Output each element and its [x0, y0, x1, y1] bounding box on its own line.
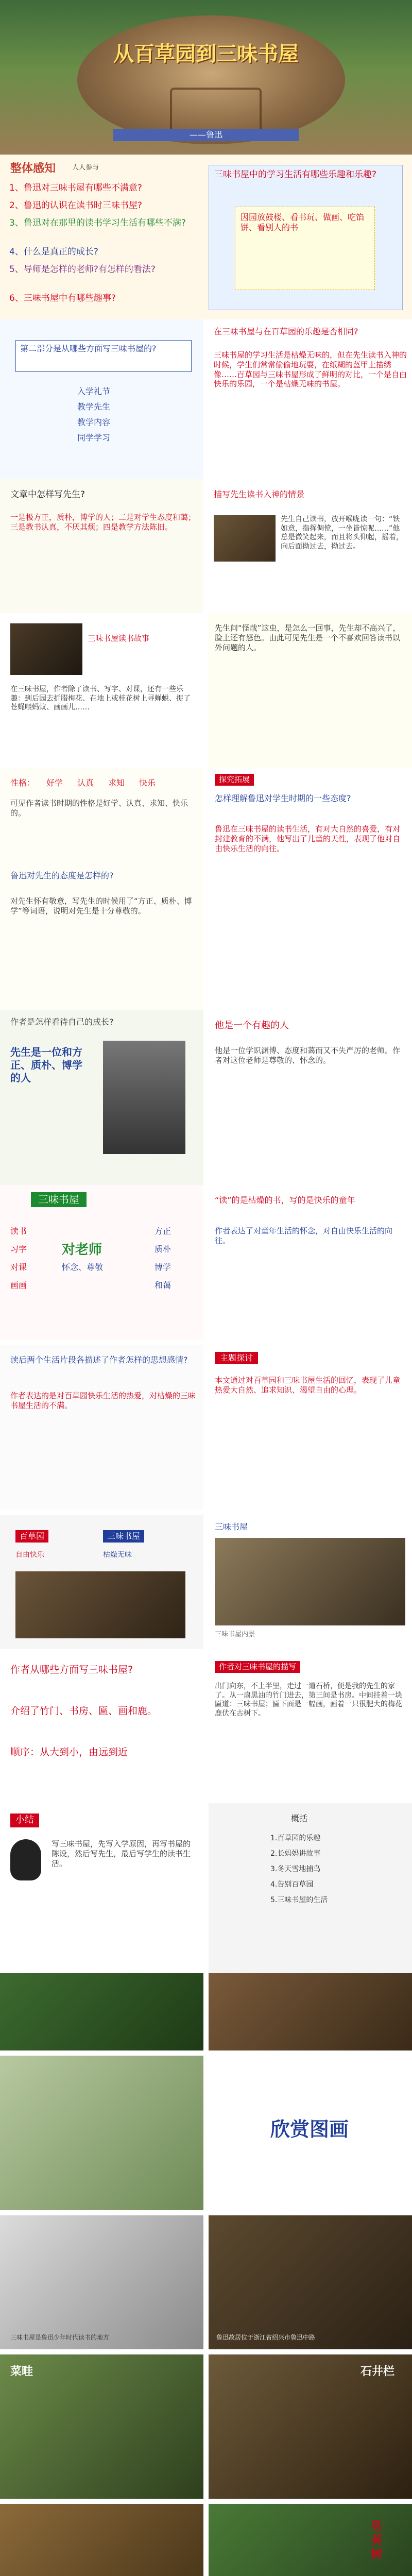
part9-outline-title: 概括	[291, 1814, 308, 1823]
part7-right-word: 质朴	[154, 1244, 171, 1254]
part7-slide	[0, 1185, 412, 1515]
gallery-title-panel	[209, 2056, 412, 2210]
part5-slide	[0, 768, 412, 1010]
part5-right-question: 怎样理解鲁迅对学生时期的一些态度?	[215, 793, 351, 803]
part8-flow-item: 百草园	[15, 1530, 48, 1543]
part6-right	[209, 1010, 412, 1185]
part3-right-title: 描写先生读书入神的情景	[214, 489, 305, 499]
part9-slide	[0, 1803, 412, 1973]
part7-center-title: 对老师	[62, 1242, 102, 1258]
part7-left	[0, 1185, 203, 1340]
part2-title: 第二部分是从哪些方面写三味书屋的?	[20, 344, 157, 353]
part5-question: 鲁迅对先生的态度是怎样的?	[10, 871, 114, 880]
part7-question: 读后两个生活片段各描述了作者怎样的思想感情?	[10, 1355, 188, 1365]
qa-question: 6、三味书屋中有哪些趣事?	[9, 293, 116, 303]
qa-question: 2、鲁迅的认识在读书时三味书屋?	[9, 200, 142, 211]
part8-right-top	[209, 1515, 412, 1649]
part9-right	[209, 1803, 412, 1973]
part8-caption: 三味书屋内景	[215, 1631, 255, 1638]
part6-left-title: 先生是一位和方正、质朴、博学的人	[10, 1046, 82, 1084]
qa-side-panel	[209, 165, 403, 310]
part4-photo	[10, 623, 82, 675]
part2-right	[209, 319, 412, 479]
part5-right-badge: 探究拓展	[215, 774, 254, 786]
part5-right	[209, 768, 412, 1010]
hero-title: 从百草园到三味书屋	[113, 42, 299, 66]
part7-left-word: 对课	[10, 1262, 27, 1272]
part9-outline-item: 5.三味书屋的生活	[270, 1896, 328, 1904]
part7-left-word: 画画	[10, 1280, 27, 1290]
part3-photo	[214, 515, 276, 562]
part9-outline-item: 3.冬天雪地捕鸟	[270, 1865, 321, 1873]
qa-question: 5、导师是怎样的老师?有怎样的看法?	[9, 264, 156, 275]
part5-right-body: 鲁迅在三味书屋的读书生活，有对大自然的喜爱，有对封建教育的不满，他写出了儿童的天性，表现了他对自由快乐生活的向往。	[215, 824, 401, 853]
part7-right-word: 方正	[154, 1226, 171, 1236]
part8-right-body: 出门向东，不上半里，走过一道石桥，便是我的先生的家了。从一扇黑油的竹门进去，第三间是书房。中间挂着一块匾道：三味书屋；匾下面是一幅画，画着一只很肥大的梅花鹿伏在古树下。	[215, 1682, 402, 1718]
part2-title-box	[15, 340, 192, 372]
part5-tag-title: 性格：	[10, 778, 36, 788]
part9-summary-title: 小结	[10, 1814, 39, 1827]
part3-right	[209, 479, 412, 613]
part3-left	[0, 479, 203, 613]
part8-left-answer: 介绍了竹门、书房、匾、画和鹿。	[10, 1705, 158, 1717]
part2-item: 同学学习	[77, 433, 111, 443]
part7-right-word: 博学	[154, 1262, 171, 1272]
part2-right-title: 在三味书屋与在百草园的乐趣是否相同?	[214, 327, 358, 336]
gallery-label: 菜畦	[10, 2365, 33, 2378]
part8-left-top	[0, 1515, 203, 1649]
part9-penguin-icon	[10, 1839, 41, 1880]
gallery-slide	[0, 1973, 412, 2576]
part4-photo-caption: 三味书屋读书故事	[88, 634, 150, 643]
gallery-photo-3	[0, 2056, 203, 2210]
part6-right-title: 他是一个有趣的人	[215, 1020, 289, 1031]
part6-right-body: 他是一位学识渊博、态度和蔼而又不失严厉的老师。作者对这位老师是尊敬的、怀念的。	[215, 1046, 401, 1065]
part5-tag: 好学	[46, 778, 63, 788]
qa-side-answer-box	[235, 207, 375, 290]
gallery-label: 石井栏	[360, 2365, 395, 2378]
part4-left	[0, 613, 203, 768]
part7-left-word: 习字	[10, 1244, 27, 1254]
qa-question: 4、什么是真正的成长?	[9, 247, 98, 257]
part7-banner: 三味书屋	[31, 1192, 87, 1207]
part5-answer: 对先生怀有敬意，写先生的时候用了“方正、质朴、博学”等词语，说明对先生是十分尊敬的。	[10, 896, 192, 916]
gallery-photo-4	[0, 2215, 203, 2349]
part8-hall-photo	[215, 1538, 405, 1625]
part5-tag: 求知	[108, 778, 125, 788]
qa-heading: 整体感知	[10, 162, 56, 175]
part8-flow-item: 三味书屋	[103, 1530, 144, 1543]
part8-slide	[0, 1515, 412, 1803]
gallery-caption: 三味书屋是鲁迅少年时代读书的地方	[10, 2334, 110, 2341]
part7-lower-right	[209, 1345, 412, 1510]
part2-left	[0, 319, 203, 479]
part8-left-question: 作者从哪些方面写三味书屋?	[10, 1664, 133, 1675]
part7-note-body: 作者表达了对童年生活的怀念，对自由快乐生活的向往。	[215, 1226, 393, 1245]
part9-outline-item: 1.百草园的乐趣	[270, 1834, 321, 1842]
part6-slide	[0, 1010, 412, 1185]
gallery-caption: 鲁迅故居位于浙江省绍兴市鲁迅中路	[216, 2334, 316, 2341]
part7-note-title: “读”的是枯燥的书，写的是快乐的童年	[215, 1195, 355, 1205]
gallery-photo-8	[0, 2504, 203, 2576]
part9-summary-body: 写三味书屋，先写入学原因，再写书屋的陈设，然后写先生，最后写学生的读书生活。	[52, 1839, 191, 1868]
qa-slide	[0, 155, 412, 319]
part7-right-word: 和蔼	[154, 1280, 171, 1290]
part5-left	[0, 768, 203, 1010]
part2-slide	[0, 319, 412, 479]
part7-theme-badge: 主题探讨	[215, 1352, 258, 1364]
gallery-label: 皂荚树	[371, 2520, 383, 2561]
part7-answer: 作者表达的是对百草园快乐生活的热爱，对枯燥的三味书屋生活的不满。	[10, 1391, 196, 1410]
gallery-title: 欣赏图画	[270, 2118, 349, 2141]
qa-side-question: 三味书屋中的学习生活有哪些乐趣和乐趣?	[214, 170, 377, 180]
part8-left-bottom	[0, 1654, 203, 1803]
part6-question: 作者是怎样看待自己的成长?	[10, 1017, 114, 1027]
part7-theme-body: 本文通过对百草园和三味书屋生活的回忆，表现了儿童热爱大自然、追求知识、渴望自由的心理。	[215, 1376, 401, 1395]
part5-tag: 认真	[77, 778, 94, 788]
part8-left-order: 顺序：从大到小，由远到近	[10, 1747, 128, 1758]
qa-question-list	[9, 183, 200, 312]
part3-body: 一是极方正，质朴，博学的人；二是对学生态度和蔼；三是教书认真，不厌其烦；四是教学方法陈旧。	[10, 513, 196, 532]
part2-item: 入学礼节	[77, 386, 111, 396]
part5-tag: 快乐	[139, 778, 156, 788]
part8-right-bottom	[209, 1654, 412, 1803]
part7-left-word: 读书	[10, 1226, 27, 1236]
part3-slide	[0, 479, 412, 613]
part2-item: 教学内容	[77, 417, 111, 427]
part8-photo-title: 三味书屋	[215, 1522, 248, 1532]
part8-flow-label: 枯燥无味	[103, 1551, 132, 1559]
qa-question: 3、鲁迅对在那里的读书学习生活有哪些不满?	[9, 218, 186, 228]
gallery-photo-5	[209, 2215, 412, 2349]
part4-slide	[0, 613, 412, 768]
qa-badge: 人人参与	[72, 164, 99, 172]
hero-slide	[0, 0, 412, 155]
part9-left	[0, 1803, 203, 1973]
part8-right-title: 作者对三味书屋的描写	[215, 1661, 300, 1673]
part8-flow-label: 自由快乐	[15, 1551, 44, 1559]
part4-right-body: 先生问“怪哉”这虫，是怎么一回事，先生却不高兴了，脸上还有怒色。由此可见先生是一个不喜欢回答读书以外问题的人。	[215, 623, 401, 652]
part9-outline-item: 4.告别百草园	[270, 1880, 314, 1889]
part7-center-sub: 怀念、尊敬	[62, 1262, 104, 1272]
qa-question: 1、鲁迅对三味书屋有哪些不满意?	[9, 183, 142, 193]
part5-body: 可见作者读书时期的性格是好学、认真、求知、快乐的。	[10, 799, 188, 818]
part4-left-body: 在三味书屋，作者除了读书、写字、对课，还有一些乐趣：到后园去折腊梅花、在地上或桂花树上寻蝉蜕、捉了苍蝇喂蚂蚁、画画儿……	[10, 685, 191, 711]
part6-left	[0, 1010, 203, 1185]
part6-portrait	[103, 1041, 185, 1154]
part7-lower-left	[0, 1345, 203, 1510]
part3-question: 文章中怎样写先生?	[10, 489, 85, 500]
part7-right	[209, 1185, 412, 1340]
part9-outline-item: 2.长妈妈讲故事	[270, 1850, 321, 1858]
qa-side-answer: 因园放鼓楼、看书玩、做画、吃馅饼、看别人的书	[241, 212, 365, 232]
part2-right-body: 三味书屋的学习生活是枯燥无味的，但在先生读书入神的时候，学生们常常偷偷地玩耍，在纸糊的盔甲上描绣像……百草园与三味书屋形成了鲜明的对比，一个是自由快乐的乐园，一个是枯燥无味的书屋。	[214, 350, 407, 389]
part2-item: 教学先生	[77, 402, 111, 412]
part8-interior-photo	[15, 1571, 185, 1638]
hero-subtitle: ——鲁迅	[113, 129, 299, 141]
part3-right-body: 先生自己读书，放开喉咙读一句：“铁如意，指挥倜傥，一坐皆惊呢……”他总是微笑起来，而且将头仰起，摇着，向后面拗过去，拗过去。	[281, 515, 403, 551]
gallery-photo-2	[209, 1973, 412, 2050]
part4-right	[209, 613, 412, 768]
gallery-photo-1	[0, 1973, 203, 2050]
